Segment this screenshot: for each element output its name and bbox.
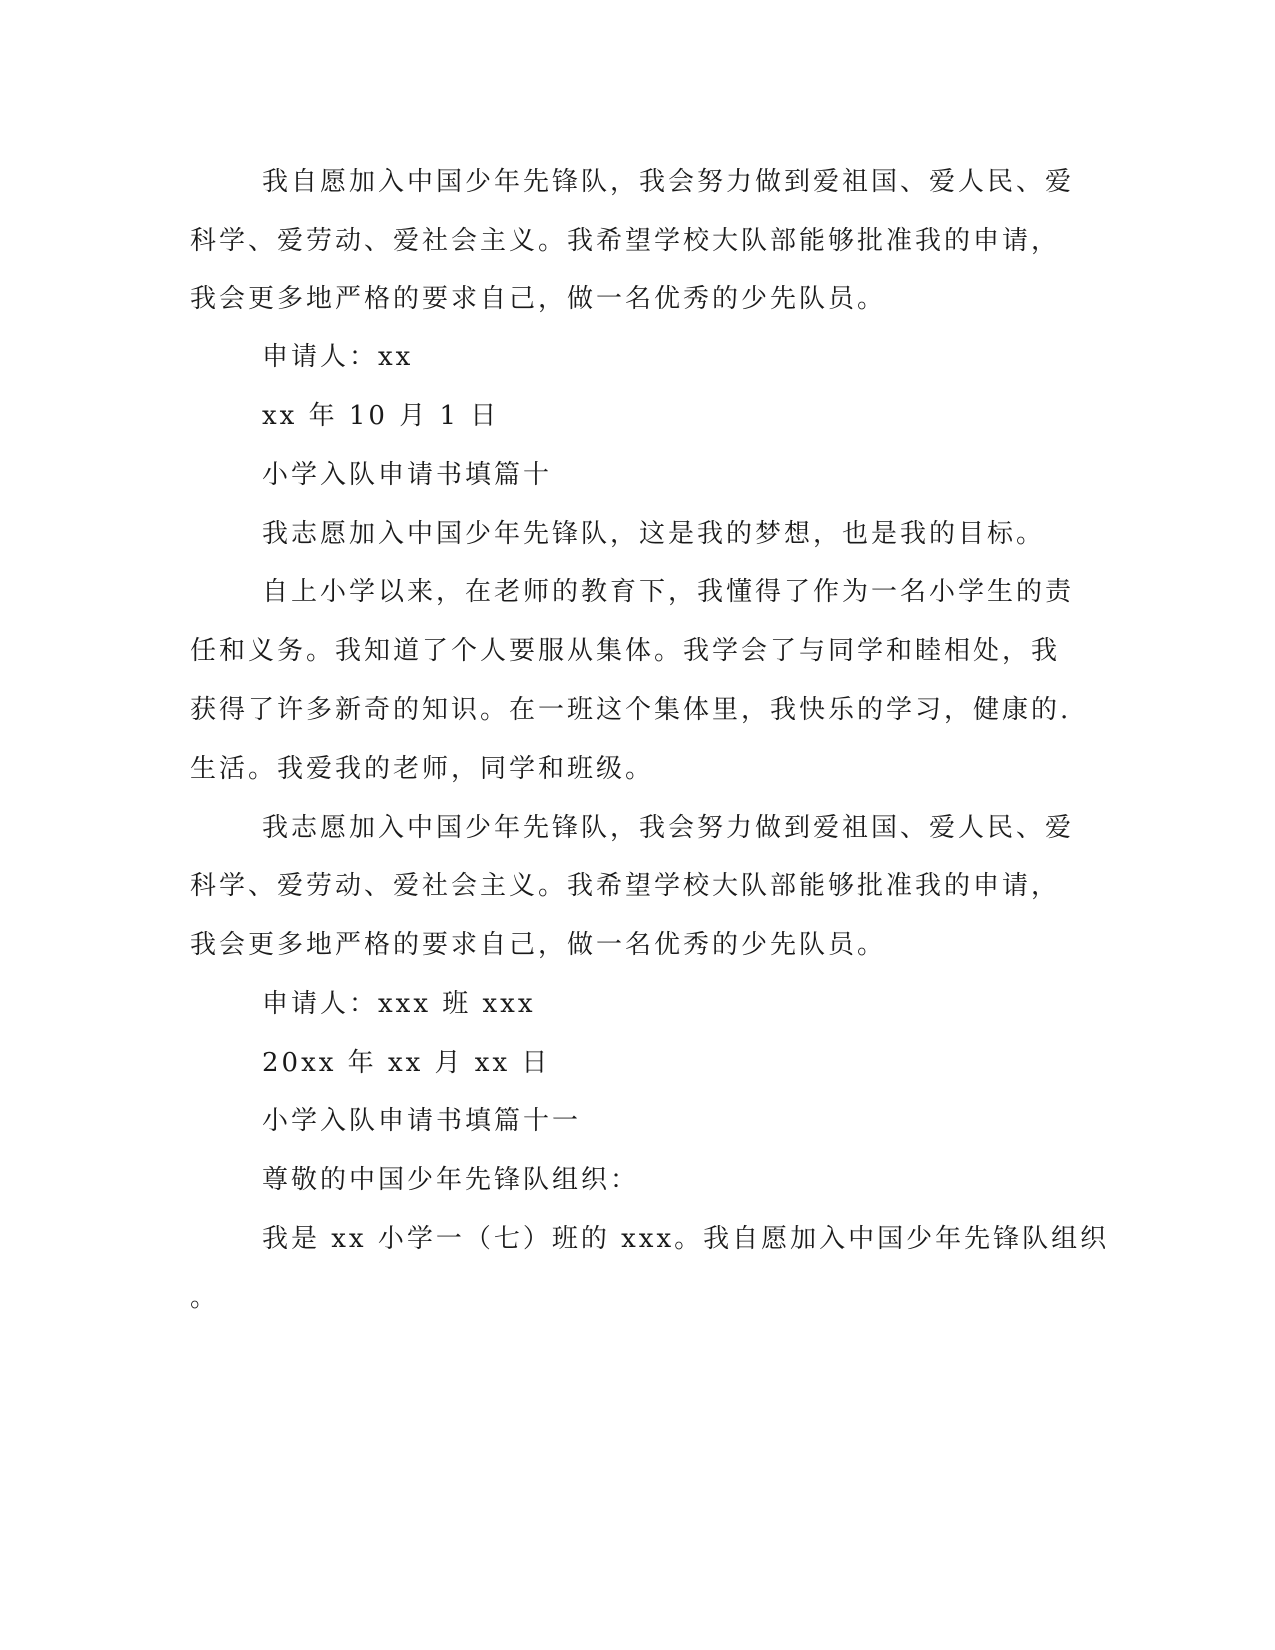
paragraph-line: 生活。我爱我的老师，同学和班级。 xyxy=(190,754,655,784)
section-heading: 小学入队申请书填篇十 xyxy=(262,460,553,490)
applicant-line: 申请人：xx xyxy=(262,342,414,372)
paragraph-line: 科学、爱劳动、爱社会主义。我希望学校大队部能够批准我的申请， xyxy=(190,871,1061,901)
paragraph-line: 我志愿加入中国少年先锋队，这是我的梦想，也是我的目标。 xyxy=(262,519,1046,549)
paragraph-line: 任和义务。我知道了个人要服从集体。我学会了与同学和睦相处，我 xyxy=(190,636,1061,666)
date-line: 20xx 年 xx 月 xx 日 xyxy=(262,1048,551,1078)
date-line: xx 年 10 月 1 日 xyxy=(262,401,500,431)
paragraph-line: 我志愿加入中国少年先锋队，我会努力做到爱祖国、爱人民、爱 xyxy=(262,813,1075,843)
paragraph-line: 科学、爱劳动、爱社会主义。我希望学校大队部能够批准我的申请， xyxy=(190,226,1061,256)
paragraph-line: 自上小学以来，在老师的教育下，我懂得了作为一名小学生的责 xyxy=(262,577,1075,607)
paragraph-line: 我会更多地严格的要求自己，做一名优秀的少先队员。 xyxy=(190,284,887,314)
salutation-line: 尊敬的中国少年先锋队组织： xyxy=(262,1165,640,1195)
paragraph-line: 我自愿加入中国少年先锋队，我会努力做到爱祖国、爱人民、爱 xyxy=(262,167,1075,197)
section-heading: 小学入队申请书填篇十一 xyxy=(262,1106,582,1136)
paragraph-line: 我会更多地严格的要求自己，做一名优秀的少先队员。 xyxy=(190,930,887,960)
applicant-line: 申请人：xxx 班 xxx xyxy=(262,989,536,1019)
paragraph-line: 获得了许多新奇的知识。在一班这个集体里，我快乐的学习，健康的. xyxy=(190,695,1072,725)
paragraph-line: 。 xyxy=(190,1283,220,1313)
paragraph-line: 我是 xx 小学一（七）班的 xxx。我自愿加入中国少年先锋队组织 xyxy=(262,1224,1110,1254)
